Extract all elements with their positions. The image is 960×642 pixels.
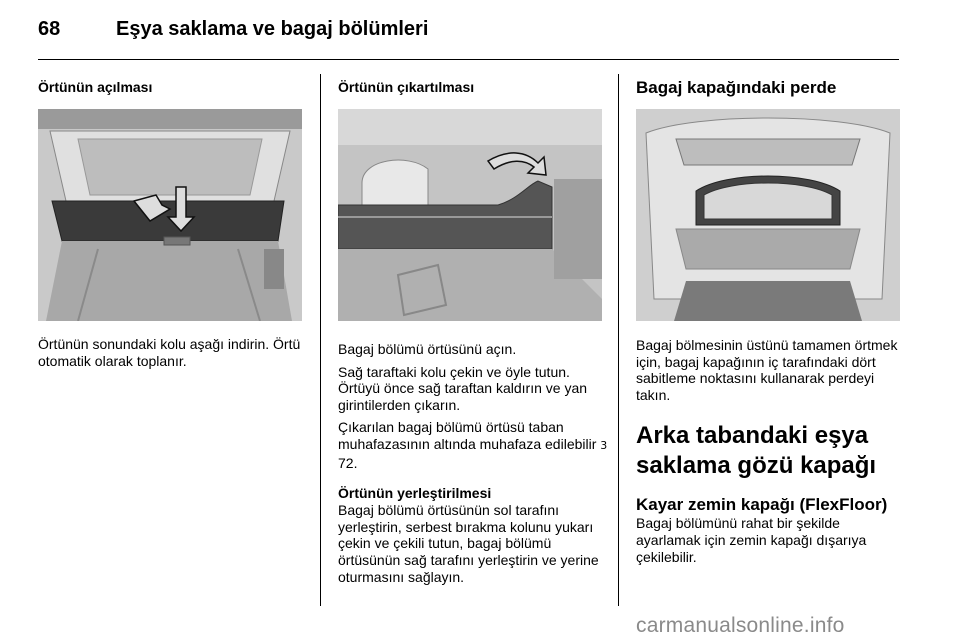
column-3 xyxy=(636,74,906,565)
column-2 xyxy=(338,74,608,585)
paragraph: Bagaj bölümü örtüsünü açın. xyxy=(338,341,517,357)
paragraph: Sağ taraftaki kolu çekin ve öyle tutun. Örtüyü önce sağ taraftan kaldırın ve yan girintilerden çıkarın. xyxy=(338,363,588,413)
page-number: 68 xyxy=(38,18,61,40)
paragraph xyxy=(338,419,608,471)
column-divider xyxy=(618,74,619,606)
paragraph: Bagaj bölümü örtüsünün sol tarafını yerleştirin, serbest bırakma kolunu yukarı çekin ve çekili tutun, bagaj bölümü örtüsünün sağ tarafını yerleştirin ve yerine oturmasını sağlayın. xyxy=(338,502,599,585)
section-heading: Arka tabandaki eşya saklama gözü kapağı xyxy=(636,422,877,480)
section-subheading: Örtünün açılması xyxy=(38,79,153,95)
trunk-cover-remove-illustration xyxy=(338,109,602,321)
section-subheading: Bagaj kapağındaki perde xyxy=(636,78,837,97)
section-subheading: Kayar zemin kapağı (FlexFloor) xyxy=(636,495,888,515)
paragraph-text: Çıkarılan bagaj bölümü örtüsü taban muhafazasının altında muhafaza edilebilir xyxy=(338,419,597,452)
column-divider xyxy=(320,74,321,606)
section-subheading: Örtünün çıkartılması xyxy=(338,79,475,95)
paragraph: Bagaj bölmesinin üstünü tamamen örtmek için, bagaj kapağının iç tarafındaki dört sabitleme noktasını kullanarak perdeyi takın. xyxy=(636,337,898,403)
page-reference: 72. xyxy=(338,454,358,471)
trunk-cover-open-illustration xyxy=(38,109,302,321)
chapter-title: Eşya saklama ve bagaj bölümleri xyxy=(116,18,429,40)
section-subheading: Örtünün yerleştirilmesi xyxy=(338,485,492,502)
paragraph: Örtünün sonundaki kolu aşağı indirin. Örtü otomatik olarak toplanır. xyxy=(38,336,301,369)
watermark: carmanualsonline.info xyxy=(636,614,845,637)
page-reference-icon: 3 xyxy=(600,438,608,452)
column-1 xyxy=(38,74,306,369)
header-rule xyxy=(38,59,899,60)
paragraph: Bagaj bölümünü rahat bir şekilde ayarlamak için zemin kapağı dışarıya çekilebilir. xyxy=(636,515,867,565)
tailgate-curtain-illustration xyxy=(636,109,900,321)
